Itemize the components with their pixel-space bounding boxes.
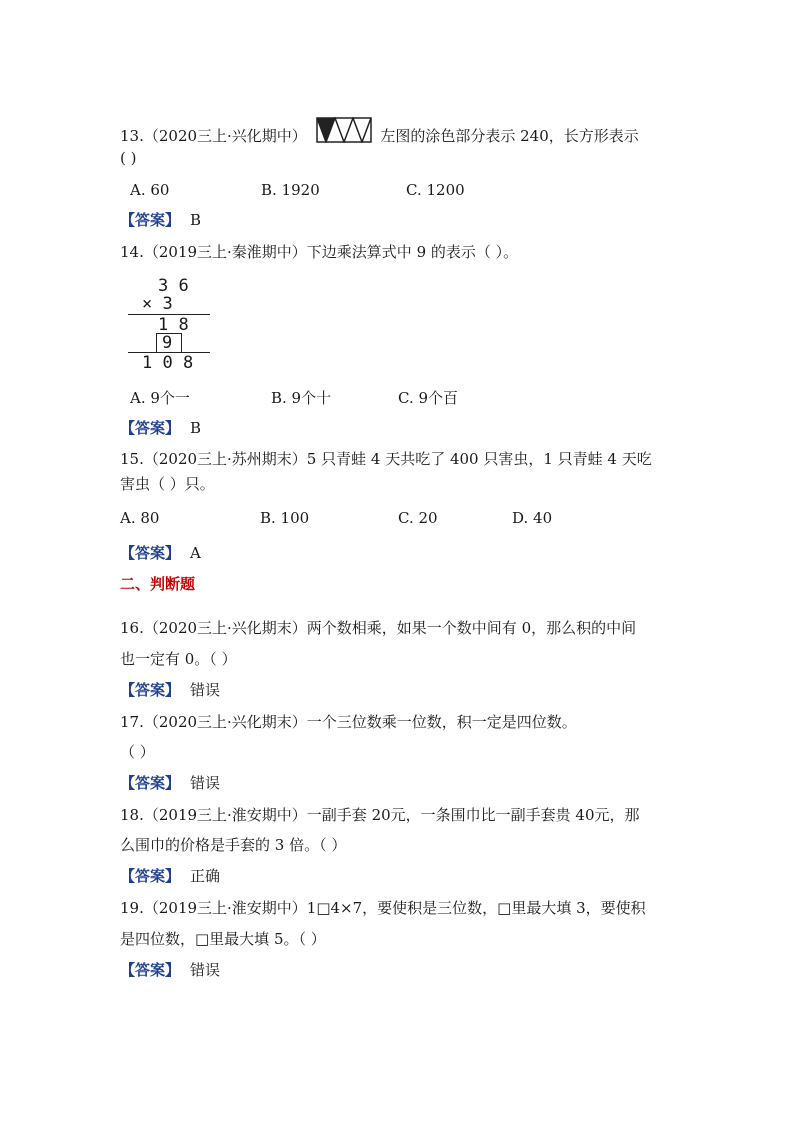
q15-option-b: B. 100 [260,509,310,527]
calc-partial-18: 1 8 [158,315,189,335]
answer-value: B [190,419,202,437]
q18-line2: 么围巾的价格是手套的 3 倍。（ ） [120,836,347,854]
q17-line2: （ ） [120,743,155,761]
answer-tag: 【答案】 [120,867,181,885]
answer-value: 错误 [190,774,221,792]
q14-option-c: C. 9个百 [398,389,459,407]
q13-option-b: B. 1920 [261,181,320,199]
q16-line2: 也一定有 0。（ ） [120,650,237,668]
q13-answer [120,210,201,230]
q16-answer [120,680,220,700]
q15-option-a: A. 80 [120,509,160,527]
q19-answer [120,960,220,980]
answer-tag: 【答案】 [120,419,181,437]
q15-option-d: D. 40 [512,509,553,527]
q13-option-c: C. 1200 [406,181,465,199]
q17-line1: 17.（2020三上·兴化期末）一个三位数乘一位数，积一定是四位数。 [120,713,577,731]
calc-multiplicand: 3 6 [158,276,189,296]
answer-value: 错误 [190,681,221,699]
answer-value: 正确 [190,867,221,885]
answer-value: 错误 [190,961,221,979]
q18-answer [120,866,220,886]
answer-tag: 【答案】 [120,774,181,792]
q13-stem-prefix: 13.（2020三上·兴化期中） [120,127,307,145]
calc-product: 1 0 8 [142,353,194,373]
q14-line1: 14.（2019三上·秦淮期中）下边乘法算式中 9 的表示（ ）。 [120,243,519,261]
q15-option-c: C. 20 [398,509,438,527]
answer-tag: 【答案】 [120,544,181,562]
q14-option-b: B. 9个十 [271,389,332,407]
q13-blank: ( ) [120,149,137,167]
calc-multiplier: × 3 [142,294,173,314]
calc-partial-9: 9 [162,333,173,353]
answer-tag: 【答案】 [120,961,181,979]
answer-value: B [190,211,202,229]
q19-line2: 是四位数，□里最大填 5。（ ） [120,930,326,948]
q14-option-a: A. 9个一 [130,389,190,407]
q15-answer [120,543,201,563]
q15-line2: 害虫（ ）只。 [120,475,215,493]
q13-line1 [120,117,639,146]
multiplication-vertical-calc [122,275,212,375]
answer-tag: 【答案】 [120,681,181,699]
q17-answer [120,773,220,793]
section-title: 二、判断题 [120,575,196,593]
q13-stem-suffix: 左图的涂色部分表示 240，长方形表示 [380,127,639,145]
shaded-rectangle-figure [316,117,372,143]
q18-line1: 18.（2019三上·淮安期中）一副手套 20元，一条围巾比一副手套贵 40元，那 [120,806,640,824]
q14-answer [120,418,201,438]
q19-line1: 19.（2019三上·淮安期中）1□4×7，要使积是三位数，□里最大填 3，要使积 [120,899,646,917]
answer-value: A [190,544,201,562]
q13-option-a: A. 60 [130,181,170,199]
answer-tag: 【答案】 [120,211,181,229]
q16-line1: 16.（2020三上·兴化期末）两个数相乘，如果一个数中间有 0，那么积的中间 [120,619,637,637]
q15-line1: 15.（2020三上·苏州期末）5 只青蛙 4 天共吃了 400 只害虫，1 只青蛙 4 天吃 [120,450,652,468]
